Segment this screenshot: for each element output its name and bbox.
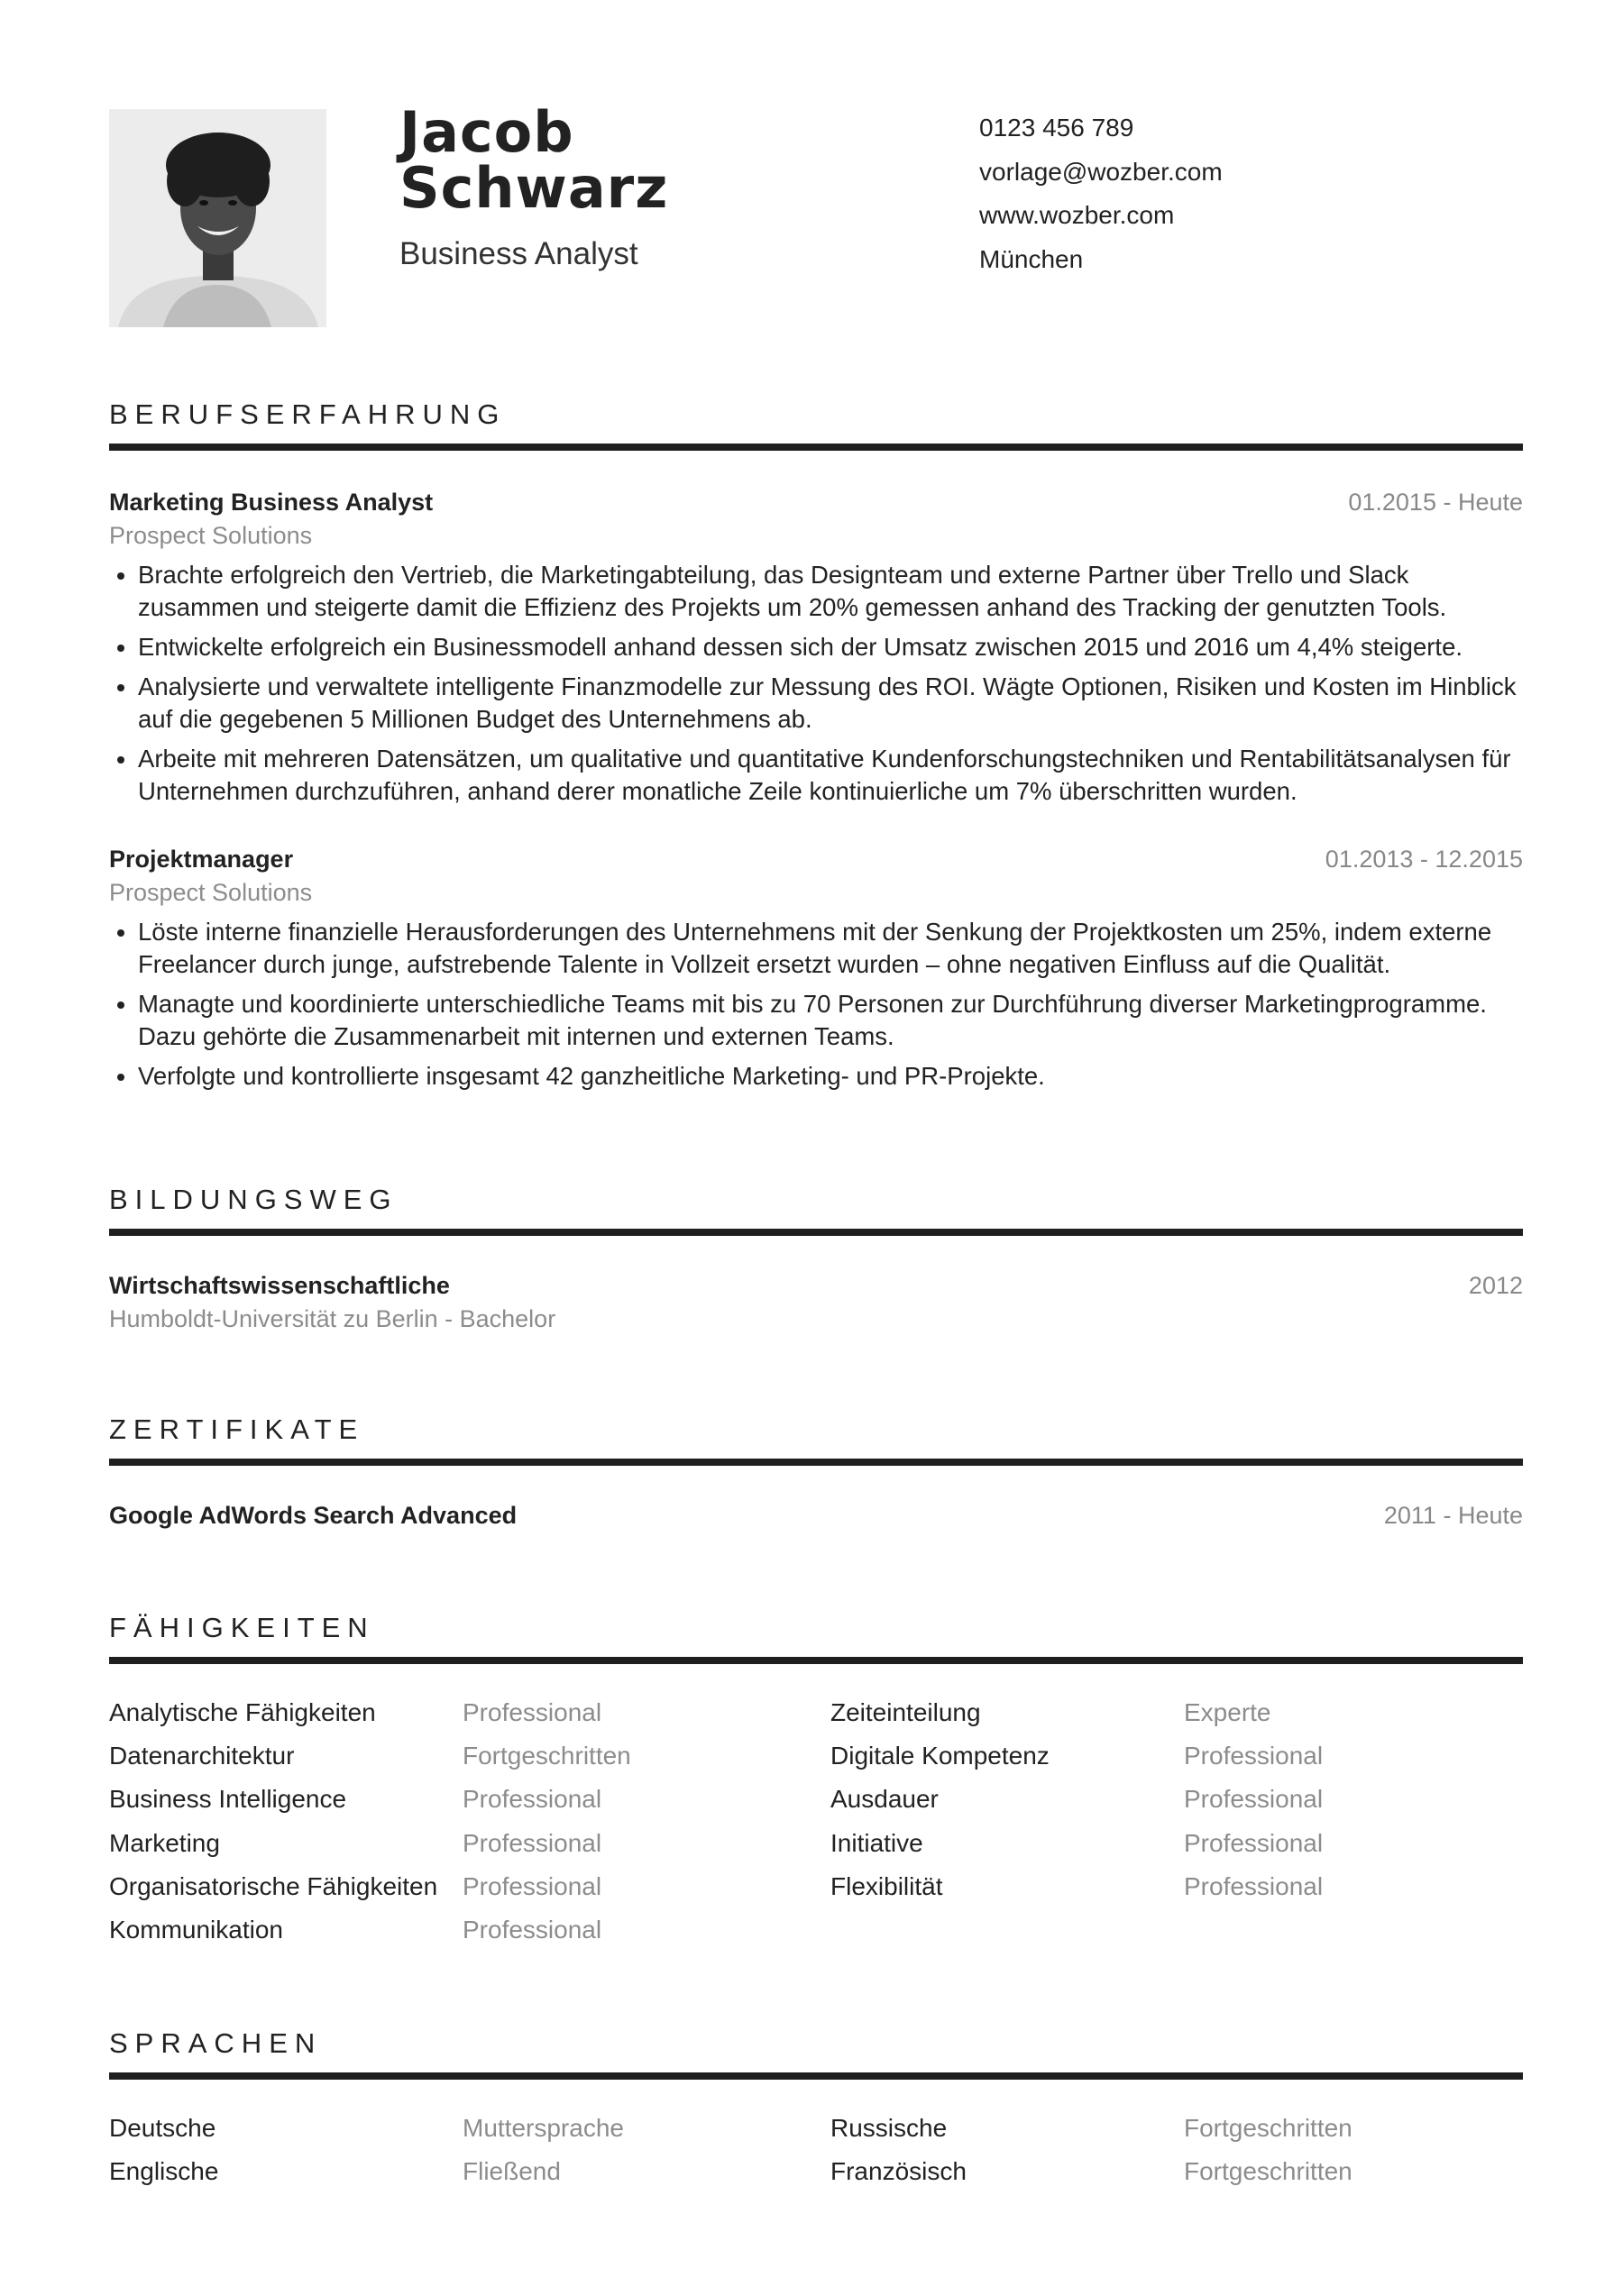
contact-website: www.wozber.com (979, 201, 1175, 229)
section-divider (109, 444, 1523, 451)
entry-bullets (109, 916, 1523, 1093)
skill-level: Professional (1184, 1871, 1324, 1900)
contact-list (979, 106, 1223, 281)
entry-school: Humboldt-Universität zu Berlin - Bachelor (109, 1305, 556, 1332)
section-divider (109, 1229, 1523, 1236)
entry-bullets (109, 559, 1523, 808)
skill-level: Experte (1184, 1698, 1271, 1726)
skill-name: Flexibilität (830, 1871, 943, 1900)
skills-grid (109, 1691, 1523, 1952)
bullet-item: • Löste interne finanzielle Herausforderungen des Unternehmens mit der Senkung der Projektkosten um 25%, indem externe Freelancer durch junge, aufstrebende Talente in Vollzeit ersetzt wurden – ohne negativen Einfluss auf die Qualität. (138, 916, 1523, 981)
education-entry (109, 1272, 1523, 1333)
languages-grid (109, 2107, 1523, 2193)
skill-level: Professional (463, 1698, 602, 1726)
entry-date: 01.2013 - 12.2015 (1325, 846, 1523, 873)
skill-level: Professional (1184, 1785, 1324, 1814)
skill-name: Analytische Fähigkeiten (109, 1698, 376, 1726)
skill-level: Professional (1184, 1828, 1324, 1857)
section-title: BERUFSERFAHRUNG (109, 398, 507, 430)
certificate-name: Google AdWords Search Advanced (109, 1502, 518, 1529)
entry-role: Projektmanager (109, 846, 294, 873)
certificates-section (109, 1412, 1523, 1530)
entry-role: Marketing Business Analyst (109, 489, 434, 516)
entry-date: 01.2015 - Heute (1348, 489, 1523, 516)
experience-entry (109, 846, 1523, 1093)
experience-section (109, 397, 1523, 1100)
education-section (109, 1182, 1523, 1333)
language-name: Russische (830, 2114, 948, 2142)
skill-level: Professional (463, 1916, 602, 1944)
bullet-item: • Verfolgte und kontrollierte insgesamt 42 ganzheitliche Marketing- und PR-Projekte. (138, 1060, 1523, 1093)
bullet-item: • Brachte erfolgreich den Vertrieb, die Marketingabteilung, das Designteam und externe Partner über Trello und Slack zusammen und steigerte damit die Effizienz des Projekts um 20% gemessen anhand des Tracking der genutzten Tools. (138, 559, 1523, 624)
bullet-item: • Entwickelte erfolgreich ein Businessmodell anhand dessen sich der Umsatz zwischen 2015 und 2016 um 4,4% steigerte. (138, 631, 1523, 663)
section-title: BILDUNGSWEG (109, 1184, 399, 1215)
contact-city: München (979, 244, 1084, 273)
skill-name: Kommunikation (109, 1916, 283, 1944)
certificate-entry (109, 1502, 1523, 1530)
section-title: FÄHIGKEITEN (109, 1612, 375, 1643)
section-title: ZERTIFIKATE (109, 1413, 365, 1445)
profile-photo (109, 109, 326, 327)
language-name: Englische (109, 2157, 219, 2186)
skill-name: Marketing (109, 1828, 220, 1857)
bullet-item: • Managte und koordinierte unterschiedliche Teams mit bis zu 70 Personen zur Durchführung diverser Marketingprogramme. Dazu gehörte die Zusammenarbeit mit internen und externen Teams. (138, 988, 1523, 1053)
skill-name: Zeiteinteilung (830, 1698, 981, 1726)
last-name: Schwarz (399, 155, 669, 221)
skill-name: Ausdauer (830, 1785, 939, 1814)
skill-name: Initiative (830, 1828, 923, 1857)
skill-name: Digitale Kompetenz (830, 1742, 1050, 1770)
entry-company: Prospect Solutions (109, 522, 313, 549)
bullet-item: • Arbeite mit mehreren Datensätzen, um qualitative und quantitative Kundenforschungstechniken und Rentabilitätsanalysen für Unternehmen durchzuführen, anhand derer monatliche Zeile kontinuierliche um 7% überschritten wurden. (138, 743, 1523, 808)
first-name: Jacob (399, 99, 574, 165)
entry-date: 2012 (1468, 1272, 1523, 1299)
section-divider (109, 2072, 1523, 2080)
entry-company: Prospect Solutions (109, 879, 313, 906)
skill-level: Fortgeschritten (463, 1742, 631, 1770)
skill-name: Organisatorische Fähigkeiten (109, 1871, 438, 1900)
section-divider (109, 1657, 1523, 1664)
section-divider (109, 1459, 1523, 1466)
bullet-item: • Analysierte und verwaltete intelligente Finanzmodelle zur Messung des ROI. Wägte Optionen, Risiken und Kosten im Hinblick auf die gegebenen 5 Millionen Budget des Unternehmens ab. (138, 671, 1523, 736)
skill-level: Professional (463, 1785, 602, 1814)
section-title: SPRACHEN (109, 2027, 323, 2059)
languages-section (109, 2026, 1523, 2193)
language-name: Deutsche (109, 2114, 216, 2142)
contact-phone: 0123 456 789 (979, 114, 1134, 142)
portrait-image (109, 109, 326, 327)
skill-name: Datenarchitektur (109, 1742, 295, 1770)
skill-name (830, 1908, 1184, 1952)
full-name (399, 99, 669, 221)
skill-level (1184, 1908, 1523, 1952)
language-level: Fließend (463, 2157, 561, 2186)
job-title: Business Analyst (399, 236, 638, 271)
language-level: Fortgeschritten (1184, 2114, 1352, 2142)
entry-degree: Wirtschaftswissenschaftliche (109, 1272, 450, 1299)
entry-date: 2011 - Heute (1383, 1502, 1523, 1529)
skills-section (109, 1610, 1523, 1952)
language-level: Muttersprache (463, 2114, 624, 2142)
language-name: Französisch (830, 2157, 967, 2186)
skill-name: Business Intelligence (109, 1785, 347, 1814)
contact-email: vorlage@wozber.com (979, 157, 1223, 186)
language-level: Fortgeschritten (1184, 2157, 1352, 2186)
skill-level: Professional (463, 1828, 602, 1857)
skill-level: Professional (463, 1871, 602, 1900)
skill-level: Professional (1184, 1742, 1324, 1770)
experience-entry (109, 489, 1523, 808)
